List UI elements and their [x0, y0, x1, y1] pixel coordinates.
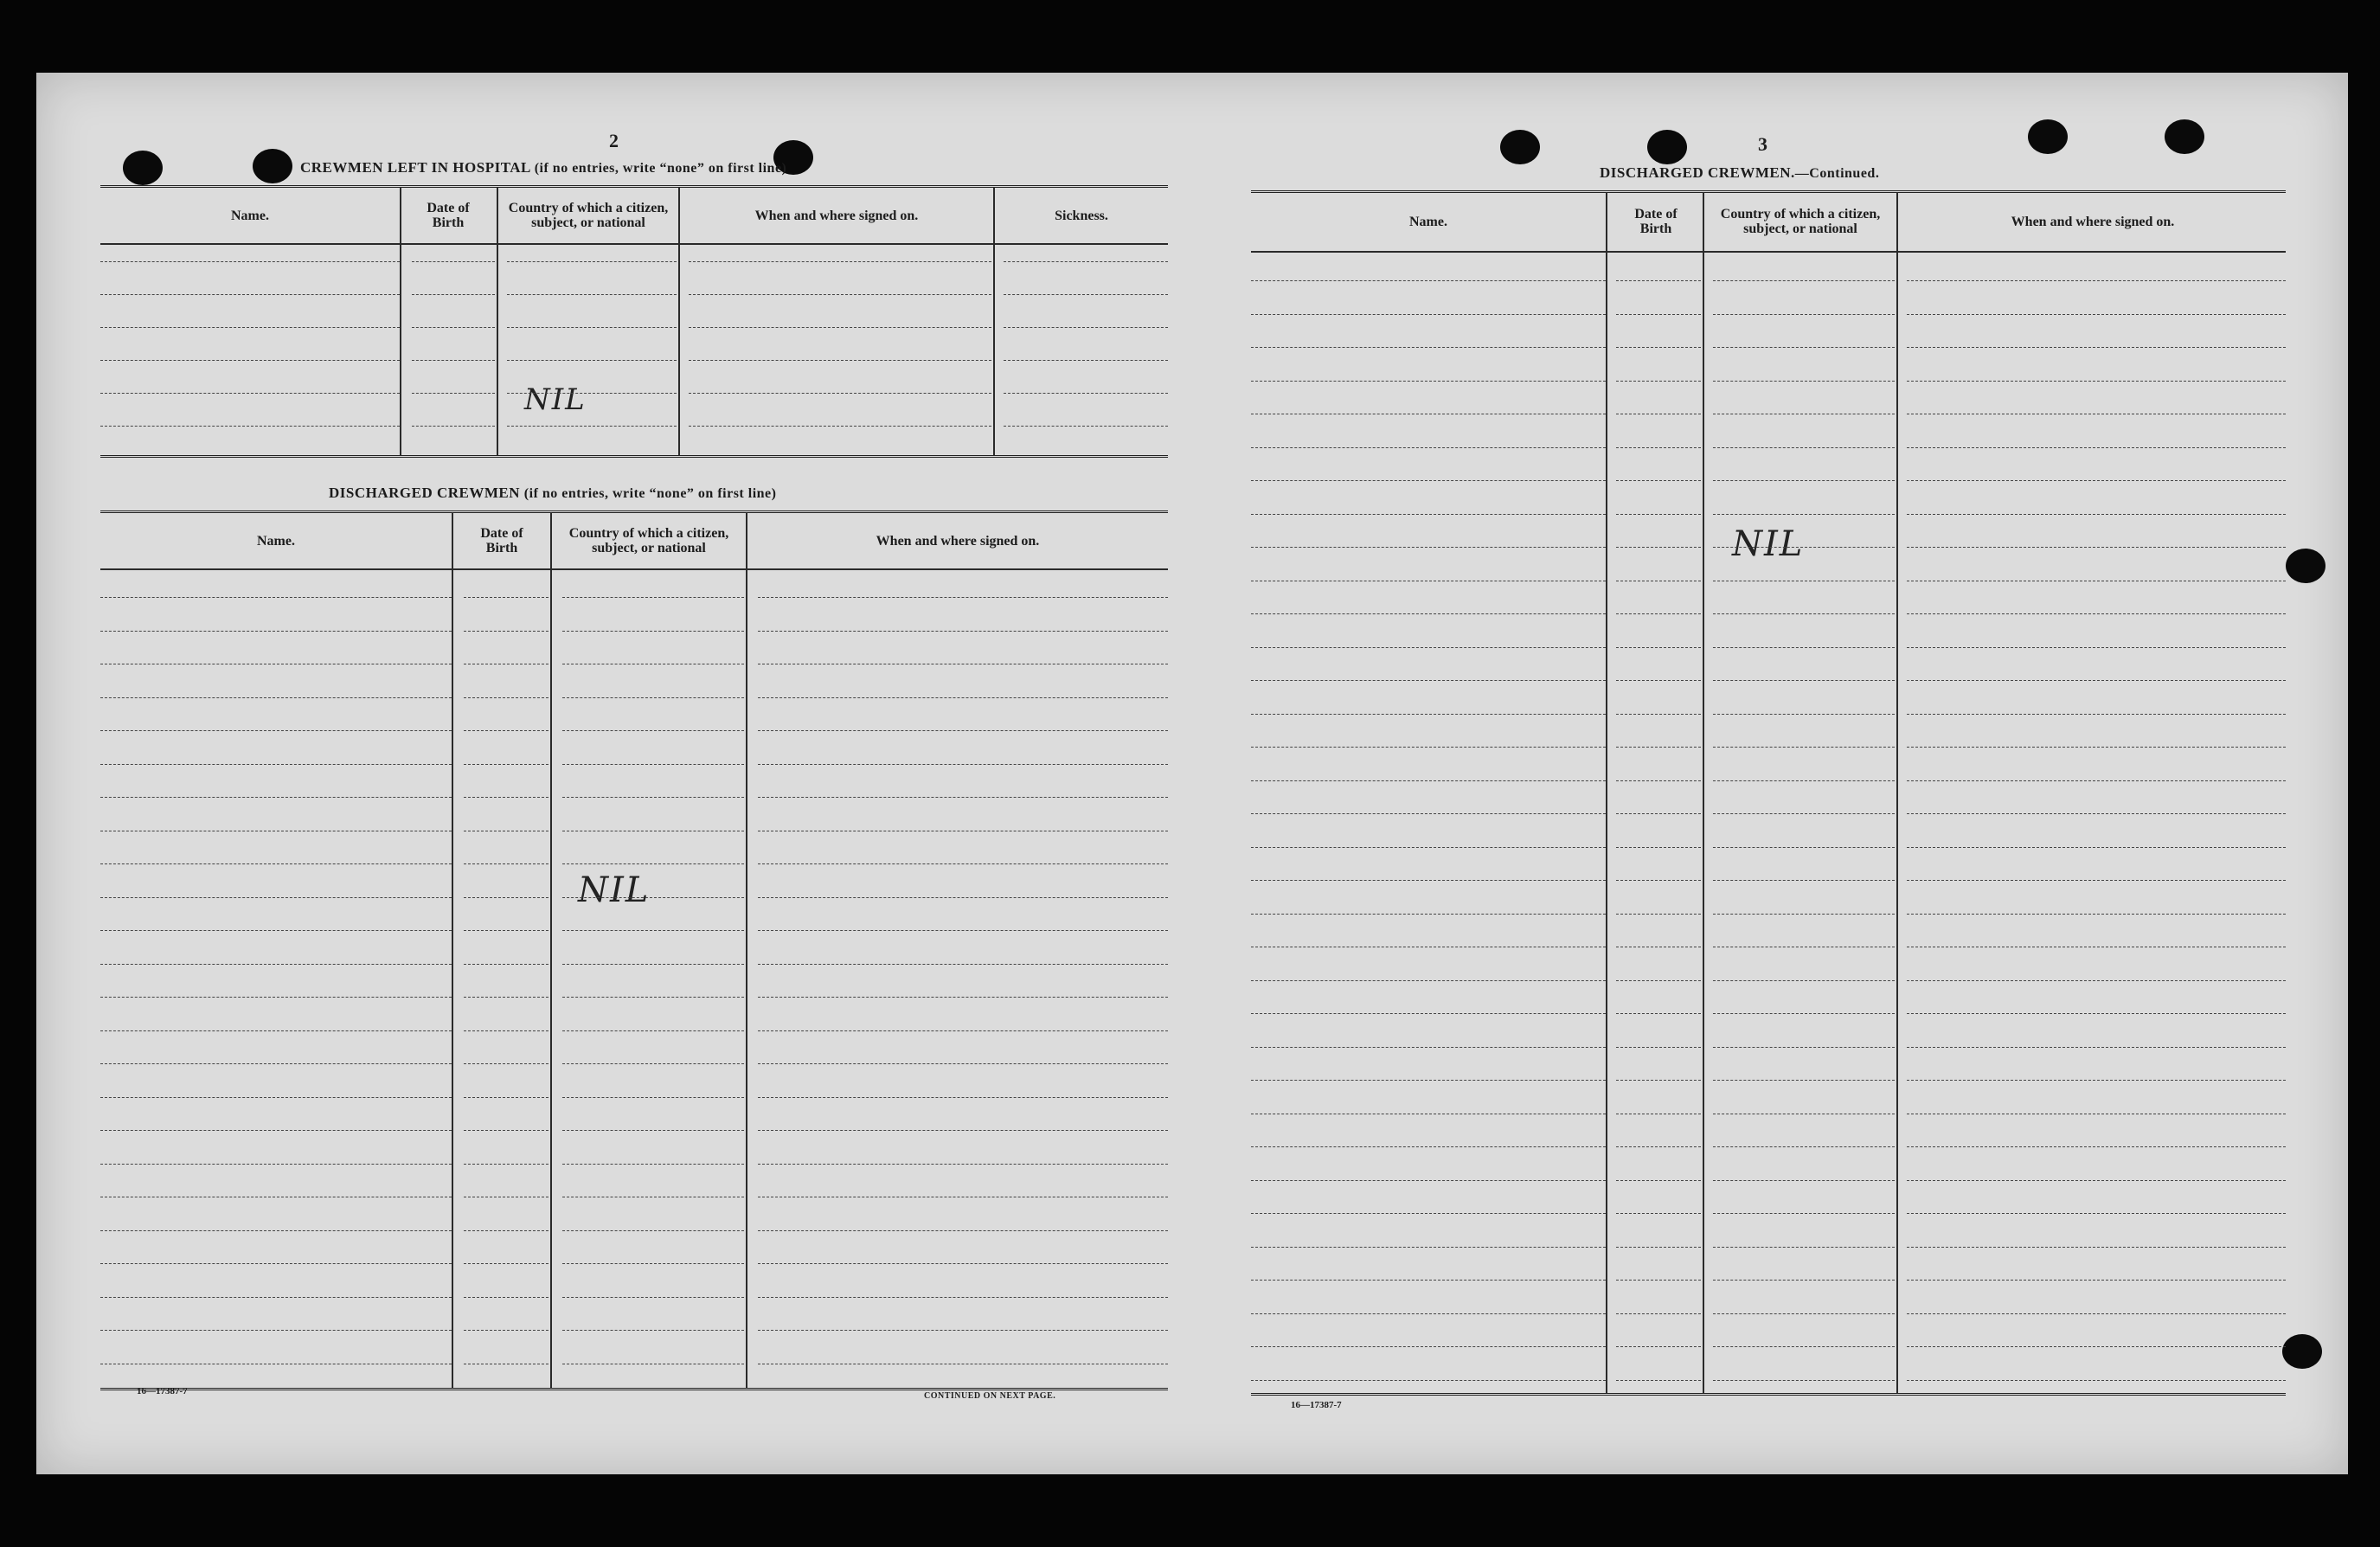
dashed-rule	[1713, 280, 1895, 281]
dashed-rule	[1713, 914, 1895, 915]
dashed-rule	[1907, 1380, 2286, 1381]
dashed-rule	[562, 930, 744, 931]
dashed-rule	[1907, 1346, 2286, 1347]
dashed-rule	[1251, 747, 1606, 748]
dashed-rule	[1616, 381, 1701, 382]
dashed-rule	[1616, 280, 1701, 281]
dashed-rule	[1907, 613, 2286, 614]
dashed-rule	[1616, 880, 1701, 881]
dashed-rule	[1713, 1280, 1895, 1281]
dashed-rule	[758, 597, 1168, 598]
dashed-rule	[1251, 1313, 1606, 1314]
column-divider	[678, 187, 680, 455]
dashed-rule	[562, 1097, 744, 1098]
dashed-rule	[1713, 1080, 1895, 1081]
dashed-rule	[1713, 647, 1895, 648]
dashed-rule	[1004, 327, 1168, 328]
dashed-rule	[1251, 1146, 1606, 1147]
column-header-name: Name.	[257, 533, 295, 549]
dashed-rule	[1907, 1313, 2286, 1314]
column-header-country: Country of which a citizen, subject, or national	[1720, 207, 1881, 236]
discharged-table	[100, 510, 1168, 1393]
dashed-rule	[1713, 447, 1895, 448]
column-header-signed-on: When and where signed on.	[876, 533, 1040, 549]
dashed-rule	[562, 897, 744, 898]
form-number: 16—17387-7	[1291, 1400, 1342, 1410]
dashed-rule	[562, 1030, 744, 1031]
dashed-rule	[1251, 314, 1606, 315]
dashed-rule	[1907, 1146, 2286, 1147]
dashed-rule	[1907, 747, 2286, 748]
dashed-rule	[758, 897, 1168, 898]
dashed-rule	[562, 631, 744, 632]
dashed-rule	[1251, 381, 1606, 382]
table-bottom-rule	[1251, 1393, 2286, 1396]
dashed-rule	[1907, 847, 2286, 848]
dashed-rule	[1907, 1013, 2286, 1014]
continued-note: CONTINUED ON NEXT PAGE.	[924, 1391, 1056, 1401]
dashed-rule	[1907, 514, 2286, 515]
dashed-rule	[758, 997, 1168, 998]
discharged-note: (if no entries, write “none” on first line)	[523, 486, 777, 501]
dashed-rule	[758, 797, 1168, 798]
dashed-rule	[758, 1164, 1168, 1165]
dashed-rule	[1251, 1247, 1606, 1248]
dashed-rule	[1713, 480, 1895, 481]
dashed-rule	[1251, 914, 1606, 915]
dashed-rule	[1713, 714, 1895, 715]
dashed-rule	[1616, 780, 1701, 781]
dashed-rule	[1616, 1380, 1701, 1381]
dashed-rule	[1616, 1313, 1701, 1314]
column-header-signed-on: When and where signed on.	[2011, 214, 2175, 229]
dashed-rule	[1907, 280, 2286, 281]
dashed-rule	[1004, 261, 1168, 262]
dashed-rule	[1616, 914, 1701, 915]
dashed-rule	[1616, 613, 1701, 614]
dashed-rule	[758, 1130, 1168, 1131]
column-divider	[452, 512, 453, 1388]
dashed-rule	[1616, 547, 1701, 548]
table-header-rule	[100, 568, 1168, 570]
dashed-rule	[1907, 480, 2286, 481]
column-divider	[497, 187, 498, 455]
column-header-date-of-birth: Date of Birth	[1634, 207, 1678, 236]
dashed-rule	[562, 730, 744, 731]
dashed-rule	[1251, 714, 1606, 715]
dashed-rule	[1713, 980, 1895, 981]
dashed-rule	[1713, 547, 1895, 548]
dashed-rule	[1713, 780, 1895, 781]
dashed-rule	[100, 327, 400, 328]
table-top-rule	[100, 185, 1168, 188]
dashed-rule	[1251, 880, 1606, 881]
dashed-rule	[1713, 1146, 1895, 1147]
discharged-section-title	[329, 485, 776, 502]
dashed-rule	[100, 294, 400, 295]
dashed-rule	[1251, 1280, 1606, 1281]
dashed-rule	[1004, 360, 1168, 361]
dashed-rule	[100, 426, 400, 427]
column-header-name: Name.	[231, 208, 269, 223]
dashed-rule	[507, 426, 677, 427]
dashed-rule	[1616, 1346, 1701, 1347]
dashed-rule	[1616, 1146, 1701, 1147]
dashed-rule	[100, 730, 452, 731]
dashed-rule	[100, 930, 452, 931]
dashed-rule	[758, 964, 1168, 965]
dashed-rule	[464, 764, 548, 765]
dashed-rule	[1713, 1013, 1895, 1014]
dashed-rule	[1251, 1346, 1606, 1347]
dashed-rule	[1616, 647, 1701, 648]
column-divider	[1606, 192, 1607, 1393]
column-header-sickness: Sickness.	[1055, 208, 1108, 223]
dashed-rule	[1713, 1047, 1895, 1048]
dashed-rule	[758, 1330, 1168, 1331]
dashed-rule	[464, 697, 548, 698]
hospital-table	[100, 185, 1168, 459]
dashed-rule	[464, 1297, 548, 1298]
dashed-rule	[1004, 393, 1168, 394]
dashed-rule	[1713, 613, 1895, 614]
dashed-rule	[1251, 514, 1606, 515]
dashed-rule	[100, 997, 452, 998]
dashed-rule	[1907, 813, 2286, 814]
dashed-rule	[689, 261, 991, 262]
left-page	[36, 73, 1187, 1474]
dashed-rule	[1004, 294, 1168, 295]
dashed-rule	[1616, 680, 1701, 681]
dashed-rule	[412, 327, 495, 328]
dashed-rule	[562, 597, 744, 598]
dashed-rule	[412, 426, 495, 427]
dashed-rule	[562, 1130, 744, 1131]
hospital-title: CREWMEN LEFT IN HOSPITAL	[300, 159, 530, 176]
dashed-rule	[689, 426, 991, 427]
dashed-rule	[1251, 813, 1606, 814]
dashed-rule	[1907, 1080, 2286, 1081]
dashed-rule	[1251, 980, 1606, 981]
document-sheet	[36, 73, 2348, 1474]
dashed-rule	[464, 1097, 548, 1098]
dashed-rule	[562, 764, 744, 765]
dashed-rule	[1616, 714, 1701, 715]
dashed-rule	[1713, 347, 1895, 348]
dashed-rule	[1616, 1247, 1701, 1248]
dashed-rule	[100, 1230, 452, 1231]
dashed-rule	[412, 294, 495, 295]
dashed-rule	[1907, 347, 2286, 348]
dashed-rule	[562, 964, 744, 965]
dashed-rule	[100, 897, 452, 898]
dashed-rule	[689, 294, 991, 295]
dashed-rule	[1616, 1080, 1701, 1081]
dashed-rule	[464, 1230, 548, 1231]
dashed-rule	[507, 393, 677, 394]
dashed-rule	[1251, 480, 1606, 481]
dashed-rule	[758, 863, 1168, 864]
dashed-rule	[1251, 280, 1606, 281]
dashed-rule	[1907, 980, 2286, 981]
dashed-rule	[1907, 314, 2286, 315]
dashed-rule	[1616, 1180, 1701, 1181]
dashed-rule	[1251, 847, 1606, 848]
dashed-rule	[1713, 880, 1895, 881]
dashed-rule	[464, 730, 548, 731]
dashed-rule	[1251, 1180, 1606, 1181]
dashed-rule	[1713, 381, 1895, 382]
dashed-rule	[562, 1263, 744, 1264]
dashed-rule	[464, 863, 548, 864]
column-divider	[1896, 192, 1898, 1393]
discharged-continued-title	[1600, 164, 1879, 182]
dashed-rule	[464, 1330, 548, 1331]
dashed-rule	[464, 797, 548, 798]
dashed-rule	[1251, 780, 1606, 781]
table-top-rule	[1251, 190, 2286, 193]
dashed-rule	[758, 1063, 1168, 1064]
column-header-date-of-birth: Date of Birth	[427, 201, 470, 230]
discharged-continued-table	[1251, 190, 2286, 1398]
dashed-rule	[758, 697, 1168, 698]
dashed-rule	[1616, 813, 1701, 814]
dashed-rule	[562, 863, 744, 864]
dashed-rule	[100, 1097, 452, 1098]
table-bottom-rule	[100, 455, 1168, 458]
dashed-rule	[1616, 980, 1701, 981]
dashed-rule	[100, 1297, 452, 1298]
dashed-rule	[562, 697, 744, 698]
dashed-rule	[100, 1330, 452, 1331]
dashed-rule	[1616, 314, 1701, 315]
dashed-rule	[100, 964, 452, 965]
column-divider	[400, 187, 401, 455]
dashed-rule	[464, 897, 548, 898]
column-header-signed-on: When and where signed on.	[754, 208, 919, 223]
dashed-rule	[412, 393, 495, 394]
dashed-rule	[1616, 747, 1701, 748]
dashed-rule	[758, 1030, 1168, 1031]
handwritten-entry: NIL	[1732, 524, 1805, 564]
page-number: 3	[1758, 133, 1767, 155]
table-header-rule	[100, 243, 1168, 245]
dashed-rule	[562, 1330, 744, 1331]
dashed-rule	[100, 1164, 452, 1165]
dashed-rule	[758, 1230, 1168, 1231]
dashed-rule	[562, 1230, 744, 1231]
hospital-section-title	[300, 159, 786, 177]
dashed-rule	[464, 1063, 548, 1064]
dashed-rule	[1713, 1213, 1895, 1214]
dashed-rule	[562, 997, 744, 998]
dashed-rule	[1713, 1380, 1895, 1381]
dashed-rule	[464, 930, 548, 931]
dashed-rule	[464, 1164, 548, 1165]
page-number: 2	[609, 130, 619, 151]
dashed-rule	[1907, 1247, 2286, 1248]
dashed-rule	[758, 631, 1168, 632]
column-header-country: Country of which a citizen, subject, or national	[568, 526, 729, 555]
dashed-rule	[412, 261, 495, 262]
dashed-rule	[1251, 447, 1606, 448]
dashed-rule	[100, 393, 400, 394]
dashed-rule	[507, 261, 677, 262]
dashed-rule	[1251, 680, 1606, 681]
form-number: 16—17387-7	[137, 1386, 188, 1396]
dashed-rule	[1713, 1313, 1895, 1314]
table-top-rule	[100, 510, 1168, 513]
hospital-note: (if no entries, write “none” on first line)	[534, 161, 787, 176]
dashed-rule	[562, 1063, 744, 1064]
dashed-rule	[1616, 1280, 1701, 1281]
dashed-rule	[1616, 447, 1701, 448]
dashed-rule	[1907, 1180, 2286, 1181]
dashed-rule	[1713, 847, 1895, 848]
dashed-rule	[507, 360, 677, 361]
dashed-rule	[100, 1130, 452, 1131]
dashed-rule	[1907, 780, 2286, 781]
dashed-rule	[1713, 1247, 1895, 1248]
dashed-rule	[758, 1097, 1168, 1098]
dashed-rule	[1251, 347, 1606, 348]
table-header-rule	[1251, 251, 2286, 253]
dashed-rule	[1251, 547, 1606, 548]
dashed-rule	[1616, 480, 1701, 481]
column-divider	[993, 187, 995, 455]
dashed-rule	[464, 1030, 548, 1031]
dashed-rule	[1713, 1346, 1895, 1347]
dashed-rule	[758, 764, 1168, 765]
dashed-rule	[464, 997, 548, 998]
dashed-rule	[758, 930, 1168, 931]
right-page	[1196, 73, 2348, 1474]
dashed-rule	[1616, 514, 1701, 515]
dashed-rule	[100, 797, 452, 798]
dashed-rule	[1907, 547, 2286, 548]
dashed-rule	[1907, 680, 2286, 681]
dashed-rule	[1713, 1180, 1895, 1181]
continued-suffix: —Continued.	[1794, 166, 1880, 181]
dashed-rule	[1713, 680, 1895, 681]
dashed-rule	[1251, 1080, 1606, 1081]
dashed-rule	[689, 360, 991, 361]
dashed-rule	[758, 1297, 1168, 1298]
dashed-rule	[1251, 1213, 1606, 1214]
column-divider	[746, 512, 747, 1388]
discharged-title: DISCHARGED CREWMEN	[329, 485, 521, 501]
dashed-rule	[1907, 1047, 2286, 1048]
table-bottom-rule	[100, 1388, 1168, 1390]
dashed-rule	[689, 327, 991, 328]
dashed-rule	[1907, 1213, 2286, 1214]
handwritten-entry: NIL	[578, 870, 651, 910]
dashed-rule	[1907, 714, 2286, 715]
dashed-rule	[464, 597, 548, 598]
column-header-date-of-birth: Date of Birth	[480, 526, 523, 555]
dashed-rule	[1713, 747, 1895, 748]
dashed-rule	[1713, 314, 1895, 315]
dashed-rule	[1251, 1380, 1606, 1381]
dashed-rule	[100, 631, 452, 632]
dashed-rule	[507, 327, 677, 328]
handwritten-entry: NIL	[524, 382, 587, 417]
dashed-rule	[1251, 613, 1606, 614]
dashed-rule	[100, 697, 452, 698]
dashed-rule	[1907, 880, 2286, 881]
dashed-rule	[1907, 381, 2286, 382]
dashed-rule	[758, 1263, 1168, 1264]
dashed-rule	[1616, 847, 1701, 848]
dashed-rule	[1616, 1047, 1701, 1048]
dashed-rule	[1004, 426, 1168, 427]
dashed-rule	[464, 1263, 548, 1264]
dashed-rule	[1616, 347, 1701, 348]
dashed-rule	[507, 294, 677, 295]
dashed-rule	[1616, 1013, 1701, 1014]
dashed-rule	[100, 1263, 452, 1264]
dashed-rule	[464, 1130, 548, 1131]
dashed-rule	[1251, 1047, 1606, 1048]
dashed-rule	[1251, 1013, 1606, 1014]
dashed-rule	[1713, 813, 1895, 814]
dashed-rule	[100, 1063, 452, 1064]
dashed-rule	[464, 631, 548, 632]
dashed-rule	[562, 1164, 744, 1165]
dashed-rule	[100, 863, 452, 864]
dashed-rule	[1907, 914, 2286, 915]
dashed-rule	[1907, 1280, 2286, 1281]
dashed-rule	[562, 1297, 744, 1298]
column-divider	[550, 512, 552, 1388]
dashed-rule	[758, 730, 1168, 731]
dashed-rule	[100, 597, 452, 598]
dashed-rule	[1251, 647, 1606, 648]
dashed-rule	[412, 360, 495, 361]
dashed-rule	[1616, 1213, 1701, 1214]
dashed-rule	[100, 261, 400, 262]
dashed-rule	[562, 797, 744, 798]
dashed-rule	[1907, 447, 2286, 448]
column-header-country: Country of which a citizen, subject, or national	[508, 201, 669, 230]
dashed-rule	[100, 1030, 452, 1031]
discharged-title: DISCHARGED CREWMEN.	[1600, 164, 1795, 181]
dashed-rule	[689, 393, 991, 394]
column-divider	[1703, 192, 1704, 1393]
dashed-rule	[464, 964, 548, 965]
column-header-name: Name.	[1409, 214, 1447, 229]
dashed-rule	[100, 764, 452, 765]
dashed-rule	[1907, 647, 2286, 648]
dashed-rule	[100, 360, 400, 361]
dashed-rule	[1713, 514, 1895, 515]
